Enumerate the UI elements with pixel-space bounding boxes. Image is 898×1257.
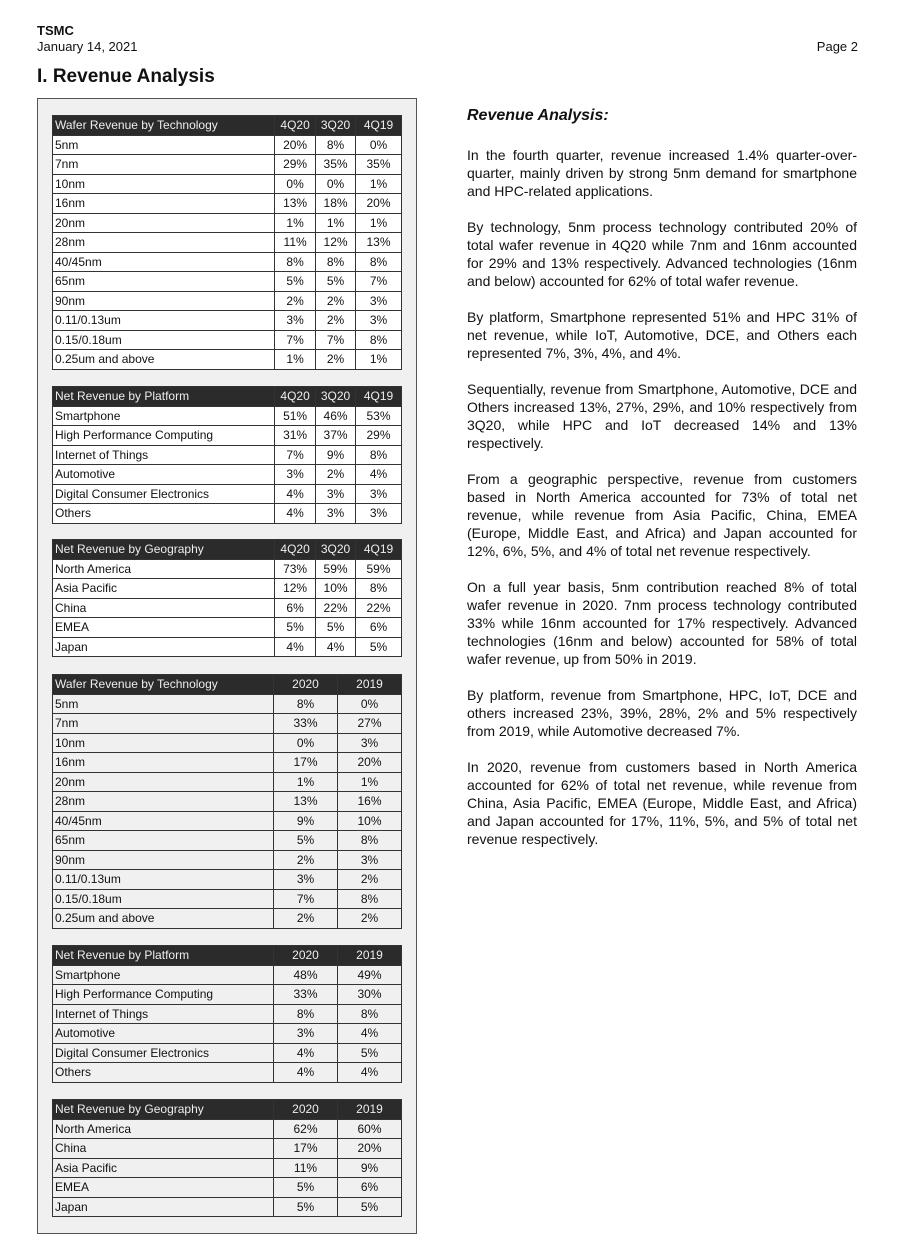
table-cell-value: 8% xyxy=(338,831,402,851)
table-cell-value: 0% xyxy=(275,174,316,194)
table-cell-value: 3% xyxy=(275,465,316,485)
analysis-paragraph: Sequentially, revenue from Smartphone, Automotive, DCE and Others increased 13%, 27%, 29%, and 10% respectively from 3Q20, while HPC and IoT decreased 14% and 13% respectively. xyxy=(467,381,857,451)
table-cell-value: 1% xyxy=(356,174,402,194)
column-header: 2019 xyxy=(338,675,402,695)
revenue-table xyxy=(52,386,402,524)
row-label: 20nm xyxy=(53,213,275,233)
row-label: Digital Consumer Electronics xyxy=(53,484,275,504)
table-cell-value: 8% xyxy=(338,1004,402,1024)
column-header: 4Q20 xyxy=(275,540,316,560)
table-cell-value: 7% xyxy=(275,330,316,350)
table-row xyxy=(53,637,402,657)
table-cell-value: 3% xyxy=(316,504,356,524)
row-label: 0.11/0.13um xyxy=(53,870,274,890)
row-label: 10nm xyxy=(53,733,274,753)
table-row xyxy=(53,135,402,155)
analysis-paragraph: In the fourth quarter, revenue increased 1.4% quarter-over-quarter, mainly driven by strong 5nm demand for smartphone and HPC-related applications. xyxy=(467,147,857,199)
table-cell-value: 0% xyxy=(274,733,338,753)
table-cell-value: 49% xyxy=(338,965,402,985)
row-label: Others xyxy=(53,1063,274,1083)
revenue-analysis-text xyxy=(467,107,857,866)
table-cell-value: 1% xyxy=(356,350,402,370)
table-cell-value: 73% xyxy=(275,559,316,579)
table-cell-value: 4% xyxy=(274,1063,338,1083)
table-row xyxy=(53,909,402,929)
table-cell-value: 1% xyxy=(356,213,402,233)
table-cell-value: 30% xyxy=(338,985,402,1005)
table-cell-value: 1% xyxy=(316,213,356,233)
table-cell-value: 8% xyxy=(356,445,402,465)
table-cell-value: 5% xyxy=(338,1197,402,1217)
column-header: 4Q19 xyxy=(356,540,402,560)
table-row xyxy=(53,445,402,465)
table-cell-value: 8% xyxy=(356,330,402,350)
revenue-table xyxy=(52,674,402,929)
table-cell-value: 22% xyxy=(316,598,356,618)
table-row xyxy=(53,1197,402,1217)
table-cell-value: 27% xyxy=(338,714,402,734)
table-cell-value: 1% xyxy=(275,213,316,233)
table-cell-value: 3% xyxy=(274,1024,338,1044)
row-label: Japan xyxy=(53,637,275,657)
table-row xyxy=(53,850,402,870)
table-cell-value: 8% xyxy=(316,252,356,272)
row-label: 40/45nm xyxy=(53,811,274,831)
table-title: Net Revenue by Platform xyxy=(53,387,275,407)
row-label: 10nm xyxy=(53,174,275,194)
table-row xyxy=(53,772,402,792)
table-row xyxy=(53,733,402,753)
row-label: 16nm xyxy=(53,753,274,773)
table-cell-value: 7% xyxy=(356,272,402,292)
table-cell-value: 51% xyxy=(275,406,316,426)
row-label: 5nm xyxy=(53,135,275,155)
table-cell-value: 20% xyxy=(338,1139,402,1159)
table-title: Wafer Revenue by Technology xyxy=(53,675,274,695)
table-cell-value: 2% xyxy=(274,850,338,870)
table-cell-value: 9% xyxy=(316,445,356,465)
row-label: Smartphone xyxy=(53,406,275,426)
row-label: Internet of Things xyxy=(53,445,275,465)
table-cell-value: 46% xyxy=(316,406,356,426)
table-row xyxy=(53,965,402,985)
table-cell-value: 13% xyxy=(275,194,316,214)
table-cell-value: 9% xyxy=(274,811,338,831)
table-cell-value: 3% xyxy=(356,504,402,524)
table-title: Net Revenue by Platform xyxy=(53,946,274,966)
column-header: 2019 xyxy=(338,1100,402,1120)
table-row xyxy=(53,252,402,272)
page-number: Page 2 xyxy=(816,39,858,54)
analysis-paragraph: On a full year basis, 5nm contribution reached 8% of total wafer revenue in 2020. 7nm process technology contributed 33% while 16nm accounted for 17% respectively. Advanced technologies (16nm and below) accounted for 58% of total wafer revenue, up from 50% in 2019. xyxy=(467,579,857,667)
table-row xyxy=(53,1024,402,1044)
table-cell-value: 5% xyxy=(275,272,316,292)
column-header: 2020 xyxy=(274,675,338,695)
table-cell-value: 7% xyxy=(316,330,356,350)
table-cell-value: 1% xyxy=(275,350,316,370)
table-cell-value: 3% xyxy=(338,733,402,753)
row-label: EMEA xyxy=(53,618,275,638)
column-header: 2019 xyxy=(338,946,402,966)
revenue-table xyxy=(52,115,402,370)
table-cell-value: 3% xyxy=(316,484,356,504)
table-cell-value: 0% xyxy=(316,174,356,194)
table-cell-value: 35% xyxy=(316,155,356,175)
table-cell-value: 8% xyxy=(356,252,402,272)
column-header: 3Q20 xyxy=(316,116,356,136)
row-label: Automotive xyxy=(53,465,275,485)
table-row xyxy=(53,406,402,426)
report-date: January 14, 2021 xyxy=(37,39,138,54)
table-cell-value: 8% xyxy=(316,135,356,155)
table-cell-value: 1% xyxy=(274,772,338,792)
table-row xyxy=(53,831,402,851)
row-label: Digital Consumer Electronics xyxy=(53,1043,274,1063)
table-cell-value: 2% xyxy=(316,350,356,370)
row-label: Asia Pacific xyxy=(53,1158,274,1178)
table-row xyxy=(53,1004,402,1024)
table-row xyxy=(53,694,402,714)
table-cell-value: 3% xyxy=(338,850,402,870)
table-row xyxy=(53,1158,402,1178)
table-row xyxy=(53,870,402,890)
table-cell-value: 5% xyxy=(275,618,316,638)
column-header: 4Q19 xyxy=(356,116,402,136)
table-cell-value: 62% xyxy=(274,1119,338,1139)
table-row xyxy=(53,291,402,311)
row-label: 20nm xyxy=(53,772,274,792)
row-label: High Performance Computing xyxy=(53,985,274,1005)
table-cell-value: 8% xyxy=(275,252,316,272)
table-cell-value: 6% xyxy=(338,1178,402,1198)
row-label: 0.25um and above xyxy=(53,909,274,929)
row-label: 90nm xyxy=(53,850,274,870)
table-row xyxy=(53,504,402,524)
analysis-paragraph: In 2020, revenue from customers based in North America accounted for 62% of total net revenue, while revenue from China, Asia Pacific, EMEA (Europe, Middle East, and Africa) and Japan accounted for 17%, 11%, 5%, and 5% of total net revenue respectively. xyxy=(467,759,857,847)
tables-panel xyxy=(37,98,417,1234)
row-label: 65nm xyxy=(53,831,274,851)
table-cell-value: 11% xyxy=(274,1158,338,1178)
table-cell-value: 5% xyxy=(316,618,356,638)
table-cell-value: 29% xyxy=(356,426,402,446)
row-label: China xyxy=(53,1139,274,1159)
table-cell-value: 17% xyxy=(274,753,338,773)
table-cell-value: 17% xyxy=(274,1139,338,1159)
table-row xyxy=(53,426,402,446)
table-cell-value: 59% xyxy=(356,559,402,579)
table-cell-value: 5% xyxy=(274,831,338,851)
row-label: 28nm xyxy=(53,233,275,253)
table-cell-value: 8% xyxy=(338,889,402,909)
table-cell-value: 31% xyxy=(275,426,316,446)
table-cell-value: 2% xyxy=(274,909,338,929)
analysis-paragraph: By platform, Smartphone represented 51% and HPC 31% of net revenue, while IoT, Automotive, DCE, and Others each represented 7%, 3%, 4%, and 4%. xyxy=(467,309,857,361)
table-row xyxy=(53,311,402,331)
table-cell-value: 4% xyxy=(274,1043,338,1063)
column-header: 4Q20 xyxy=(275,387,316,407)
row-label: China xyxy=(53,598,275,618)
table-cell-value: 37% xyxy=(316,426,356,446)
table-cell-value: 5% xyxy=(274,1197,338,1217)
column-header: 4Q20 xyxy=(275,116,316,136)
table-row xyxy=(53,579,402,599)
table-cell-value: 9% xyxy=(338,1158,402,1178)
table-cell-value: 4% xyxy=(275,504,316,524)
table-row xyxy=(53,811,402,831)
table-row xyxy=(53,233,402,253)
table-cell-value: 8% xyxy=(274,694,338,714)
table-row xyxy=(53,598,402,618)
table-cell-value: 4% xyxy=(275,637,316,657)
table-row xyxy=(53,1119,402,1139)
table-row xyxy=(53,194,402,214)
table-row xyxy=(53,714,402,734)
table-row xyxy=(53,1139,402,1159)
table-cell-value: 2% xyxy=(316,465,356,485)
table-cell-value: 4% xyxy=(275,484,316,504)
table-cell-value: 20% xyxy=(356,194,402,214)
row-label: 7nm xyxy=(53,155,275,175)
table-cell-value: 2% xyxy=(338,870,402,890)
row-label: 28nm xyxy=(53,792,274,812)
table-cell-value: 3% xyxy=(356,484,402,504)
row-label: 0.25um and above xyxy=(53,350,275,370)
revenue-table xyxy=(52,945,402,1083)
revenue-table xyxy=(52,1099,402,1217)
table-cell-value: 4% xyxy=(316,637,356,657)
table-cell-value: 2% xyxy=(338,909,402,929)
revenue-table xyxy=(52,539,402,657)
table-cell-value: 60% xyxy=(338,1119,402,1139)
table-cell-value: 10% xyxy=(338,811,402,831)
table-cell-value: 4% xyxy=(338,1063,402,1083)
table-row xyxy=(53,213,402,233)
table-cell-value: 6% xyxy=(275,598,316,618)
row-label: 7nm xyxy=(53,714,274,734)
table-row xyxy=(53,484,402,504)
column-header: 3Q20 xyxy=(316,540,356,560)
table-row xyxy=(53,272,402,292)
row-label: North America xyxy=(53,559,275,579)
row-label: Japan xyxy=(53,1197,274,1217)
row-label: High Performance Computing xyxy=(53,426,275,446)
column-header: 2020 xyxy=(274,1100,338,1120)
table-cell-value: 53% xyxy=(356,406,402,426)
table-cell-value: 7% xyxy=(275,445,316,465)
table-cell-value: 5% xyxy=(316,272,356,292)
analysis-paragraph: By platform, revenue from Smartphone, HPC, IoT, DCE and others increased 23%, 39%, 28%, 2% and 5% respectively from 2019, while Automotive decreased 7%. xyxy=(467,687,857,739)
table-cell-value: 4% xyxy=(356,465,402,485)
company-name: TSMC xyxy=(37,23,74,38)
table-cell-value: 59% xyxy=(316,559,356,579)
row-label: Automotive xyxy=(53,1024,274,1044)
row-label: 0.11/0.13um xyxy=(53,311,275,331)
table-row xyxy=(53,330,402,350)
table-cell-value: 4% xyxy=(338,1024,402,1044)
table-cell-value: 12% xyxy=(316,233,356,253)
table-cell-value: 11% xyxy=(275,233,316,253)
row-label: EMEA xyxy=(53,1178,274,1198)
table-row xyxy=(53,350,402,370)
row-label: 90nm xyxy=(53,291,275,311)
table-cell-value: 0% xyxy=(356,135,402,155)
table-title: Wafer Revenue by Technology xyxy=(53,116,275,136)
table-cell-value: 48% xyxy=(274,965,338,985)
table-cell-value: 20% xyxy=(338,753,402,773)
table-cell-value: 18% xyxy=(316,194,356,214)
table-cell-value: 1% xyxy=(338,772,402,792)
section-title: I. Revenue Analysis xyxy=(37,66,215,87)
table-cell-value: 7% xyxy=(274,889,338,909)
row-label: Smartphone xyxy=(53,965,274,985)
row-label: 0.15/0.18um xyxy=(53,889,274,909)
table-cell-value: 33% xyxy=(274,985,338,1005)
table-cell-value: 10% xyxy=(316,579,356,599)
table-cell-value: 29% xyxy=(275,155,316,175)
table-row xyxy=(53,174,402,194)
table-row xyxy=(53,985,402,1005)
table-row xyxy=(53,618,402,638)
table-cell-value: 20% xyxy=(275,135,316,155)
table-cell-value: 13% xyxy=(356,233,402,253)
analysis-title: Revenue Analysis: xyxy=(467,107,609,124)
table-row xyxy=(53,753,402,773)
table-cell-value: 5% xyxy=(338,1043,402,1063)
table-cell-value: 3% xyxy=(356,291,402,311)
table-cell-value: 0% xyxy=(338,694,402,714)
analysis-paragraph: By technology, 5nm process technology contributed 20% of total wafer revenue in 4Q20 while 7nm and 16nm accounted for 29% and 13% respectively. Advanced technologies (16nm and below) accounted for 62% of total wafer revenue. xyxy=(467,219,857,289)
table-row xyxy=(53,889,402,909)
table-cell-value: 8% xyxy=(356,579,402,599)
table-title: Net Revenue by Geography xyxy=(53,1100,274,1120)
table-cell-value: 3% xyxy=(274,870,338,890)
table-row xyxy=(53,1178,402,1198)
column-header: 3Q20 xyxy=(316,387,356,407)
table-row xyxy=(53,559,402,579)
table-cell-value: 5% xyxy=(274,1178,338,1198)
table-row xyxy=(53,465,402,485)
table-cell-value: 33% xyxy=(274,714,338,734)
table-cell-value: 3% xyxy=(275,311,316,331)
row-label: 65nm xyxy=(53,272,275,292)
table-cell-value: 35% xyxy=(356,155,402,175)
table-row xyxy=(53,792,402,812)
table-cell-value: 13% xyxy=(274,792,338,812)
table-row xyxy=(53,1063,402,1083)
table-cell-value: 22% xyxy=(356,598,402,618)
table-cell-value: 8% xyxy=(274,1004,338,1024)
table-cell-value: 2% xyxy=(316,311,356,331)
analysis-paragraph: From a geographic perspective, revenue from customers based in North America accounted for 73% of total net revenue, while revenue from Asia Pacific, China, EMEA (Europe, Middle East, and Africa) and Japan accounted for 12%, 6%, 5%, and 4% of total net revenue respectively. xyxy=(467,471,857,559)
table-cell-value: 16% xyxy=(338,792,402,812)
row-label: North America xyxy=(53,1119,274,1139)
table-cell-value: 6% xyxy=(356,618,402,638)
row-label: Asia Pacific xyxy=(53,579,275,599)
table-row xyxy=(53,1043,402,1063)
column-header: 2020 xyxy=(274,946,338,966)
row-label: 16nm xyxy=(53,194,275,214)
table-cell-value: 5% xyxy=(356,637,402,657)
row-label: 5nm xyxy=(53,694,274,714)
row-label: Internet of Things xyxy=(53,1004,274,1024)
table-cell-value: 2% xyxy=(316,291,356,311)
row-label: 40/45nm xyxy=(53,252,275,272)
table-cell-value: 3% xyxy=(356,311,402,331)
table-row xyxy=(53,155,402,175)
column-header: 4Q19 xyxy=(356,387,402,407)
table-cell-value: 2% xyxy=(275,291,316,311)
row-label: Others xyxy=(53,504,275,524)
table-title: Net Revenue by Geography xyxy=(53,540,275,560)
row-label: 0.15/0.18um xyxy=(53,330,275,350)
table-cell-value: 12% xyxy=(275,579,316,599)
